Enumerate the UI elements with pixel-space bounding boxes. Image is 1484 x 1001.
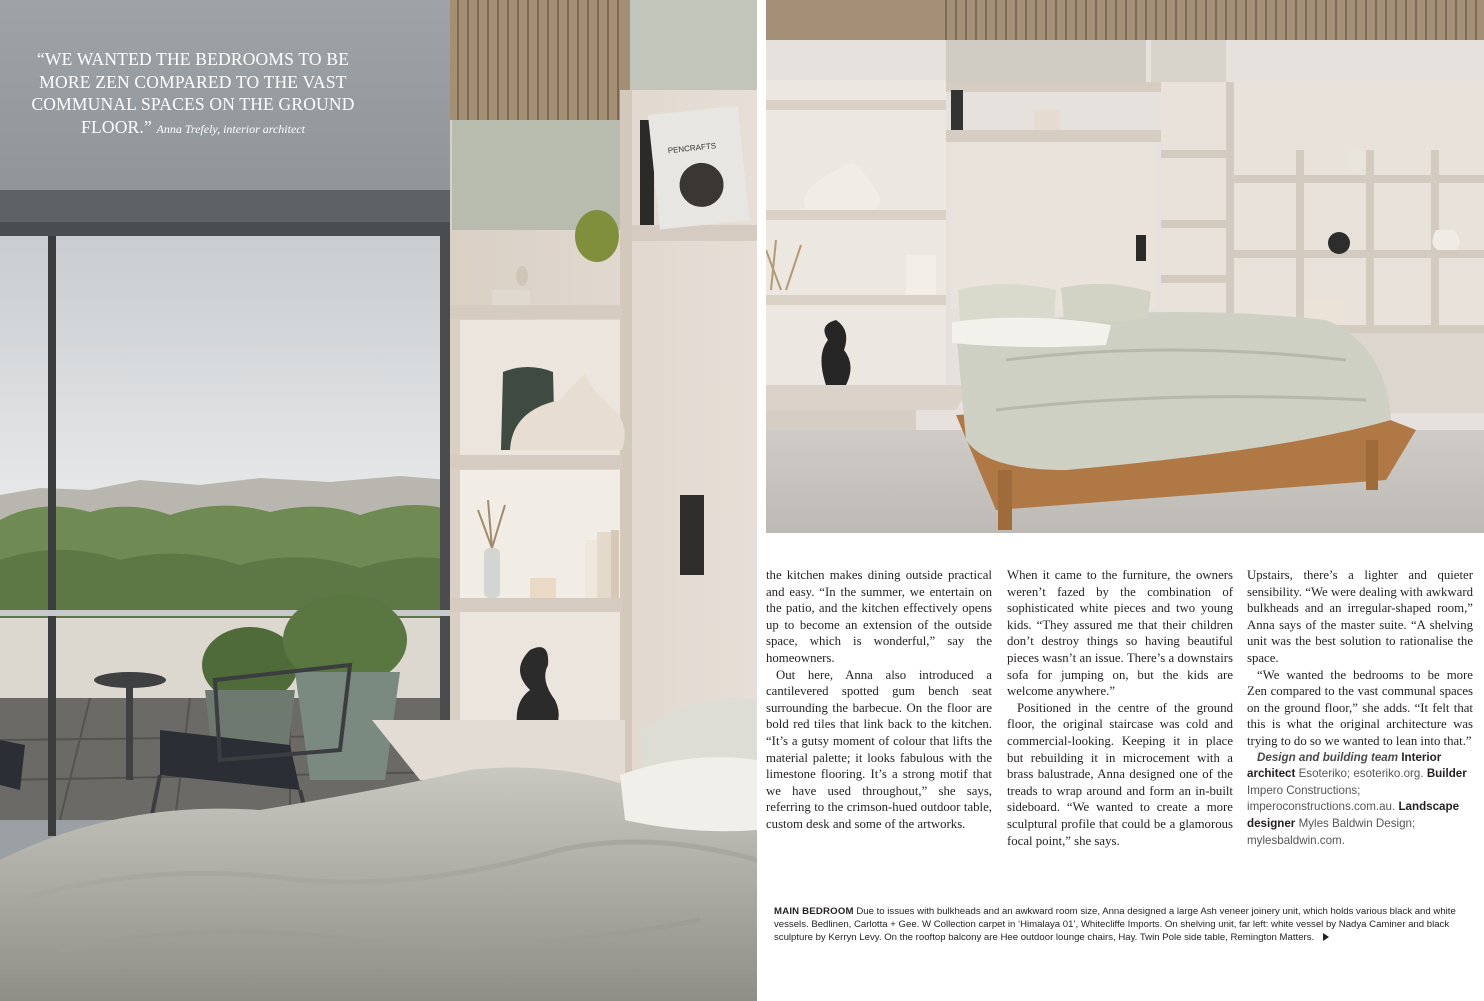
body-paragraph: Positioned in the centre of the ground floor, the original staircase was cold and commercial-looking. Keeping it in place but rebuilding it in microcement with a brass balustrade, Anna designed one of the treads to wrap around and form an in-built sideboard. “We wanted to create a more sculptural profile that could be a glamorous focal point,” she says.	[1007, 700, 1233, 848]
caption-text: Due to issues with bulkheads and an awkward room size, Anna designed a large Ash veneer joinery unit, which holds various black and white vessels. Bedlinen, Carlotta + Gee. W Collection carpet in ‘Himalaya 01’, Whitecliffe Imports. On shelving unit, far left: white vessel by Nadya Caminer and black sculpture by Kerryn Levy. On the rooftop balcony are Hee outdoor lounge chairs, Hay. Twin Pole side table, Remington Matters.	[774, 906, 1456, 943]
pull-quote-attribution: Anna Trefely, interior architect	[156, 121, 305, 136]
body-paragraph: When it came to the furniture, the owners weren’t fazed by the combination of sophisticated white pieces and two young kids. “They assured me that their children don’t destroy things so having beautiful pieces wasn’t an issue. There’s a downstairs sofa for jumping on, but the kids are welcome anywhere.”	[1007, 568, 1233, 699]
pull-quote	[18, 48, 368, 140]
body-column-3	[1247, 567, 1473, 849]
body-paragraph: Out here, Anna also introduced a cantilevered spotted gum bench seat surrounding the barbecue. On the floor are bold red tiles that link back to the kitchen. “It’s a gutsy moment of colour that lifts the material palette; it looks fabulous with the limestone flooring. It’s a strong motif that we have used throughout,” she says, referring to the crimson-hued outdoor table, custom desk and some of the artworks.	[766, 667, 992, 831]
pull-quote-text: “WE WANTED THE BEDROOMS TO BE MORE ZEN COMPARED TO THE VAST COMMUNAL SPACES ON THE GROUND FLOOR.”	[31, 49, 355, 137]
credits-landscape-label: Landscape designer	[1247, 800, 1460, 830]
credits-interior-label: Interior architect	[1247, 750, 1442, 781]
credits-heading: Design and building team	[1257, 750, 1399, 764]
main-bedroom-photo	[766, 0, 1484, 533]
page-gutter	[757, 0, 766, 1001]
body-paragraph: Upstairs, there’s a lighter and quieter sensibility. “We were dealing with awkward bulkheads and an irregular-shaped room,” Anna says of the master suite. “A shelving unit was the best solution to rationalise the space.	[1247, 568, 1473, 665]
credits-builder-value: Impero Constructions; imperoconstructions.com.au.	[1247, 783, 1396, 814]
continue-arrow-icon	[1323, 933, 1329, 941]
credits-builder-label: Builder	[1426, 767, 1467, 781]
body-column-2	[1007, 567, 1233, 849]
body-paragraph: “We wanted the bedrooms to be more Zen compared to the vast communal spaces on the ground floor,” she adds. “It felt that this is what the original architecture was trying to do so we wanted to lean into that.”	[1247, 667, 1473, 748]
credits-landscape-value: Myles Baldwin Design; mylesbaldwin.com.	[1247, 816, 1416, 847]
design-credits	[1247, 750, 1473, 850]
credits-interior-value: Esoteriko; esoteriko.org.	[1298, 767, 1424, 781]
caption-heading: MAIN BEDROOM	[774, 906, 854, 917]
photo-caption	[774, 905, 1464, 944]
main-bedroom-illustration	[766, 0, 1484, 533]
body-paragraph: the kitchen makes dining outside practical and easy. “In the summer, we entertain on the patio, and the kitchen effectively opens up to become an extension of the outside space, which is wonderful,” say the homeowners.	[766, 568, 992, 665]
book-spine-text: PENCRAFTS	[667, 141, 717, 156]
body-column-1	[766, 567, 992, 833]
